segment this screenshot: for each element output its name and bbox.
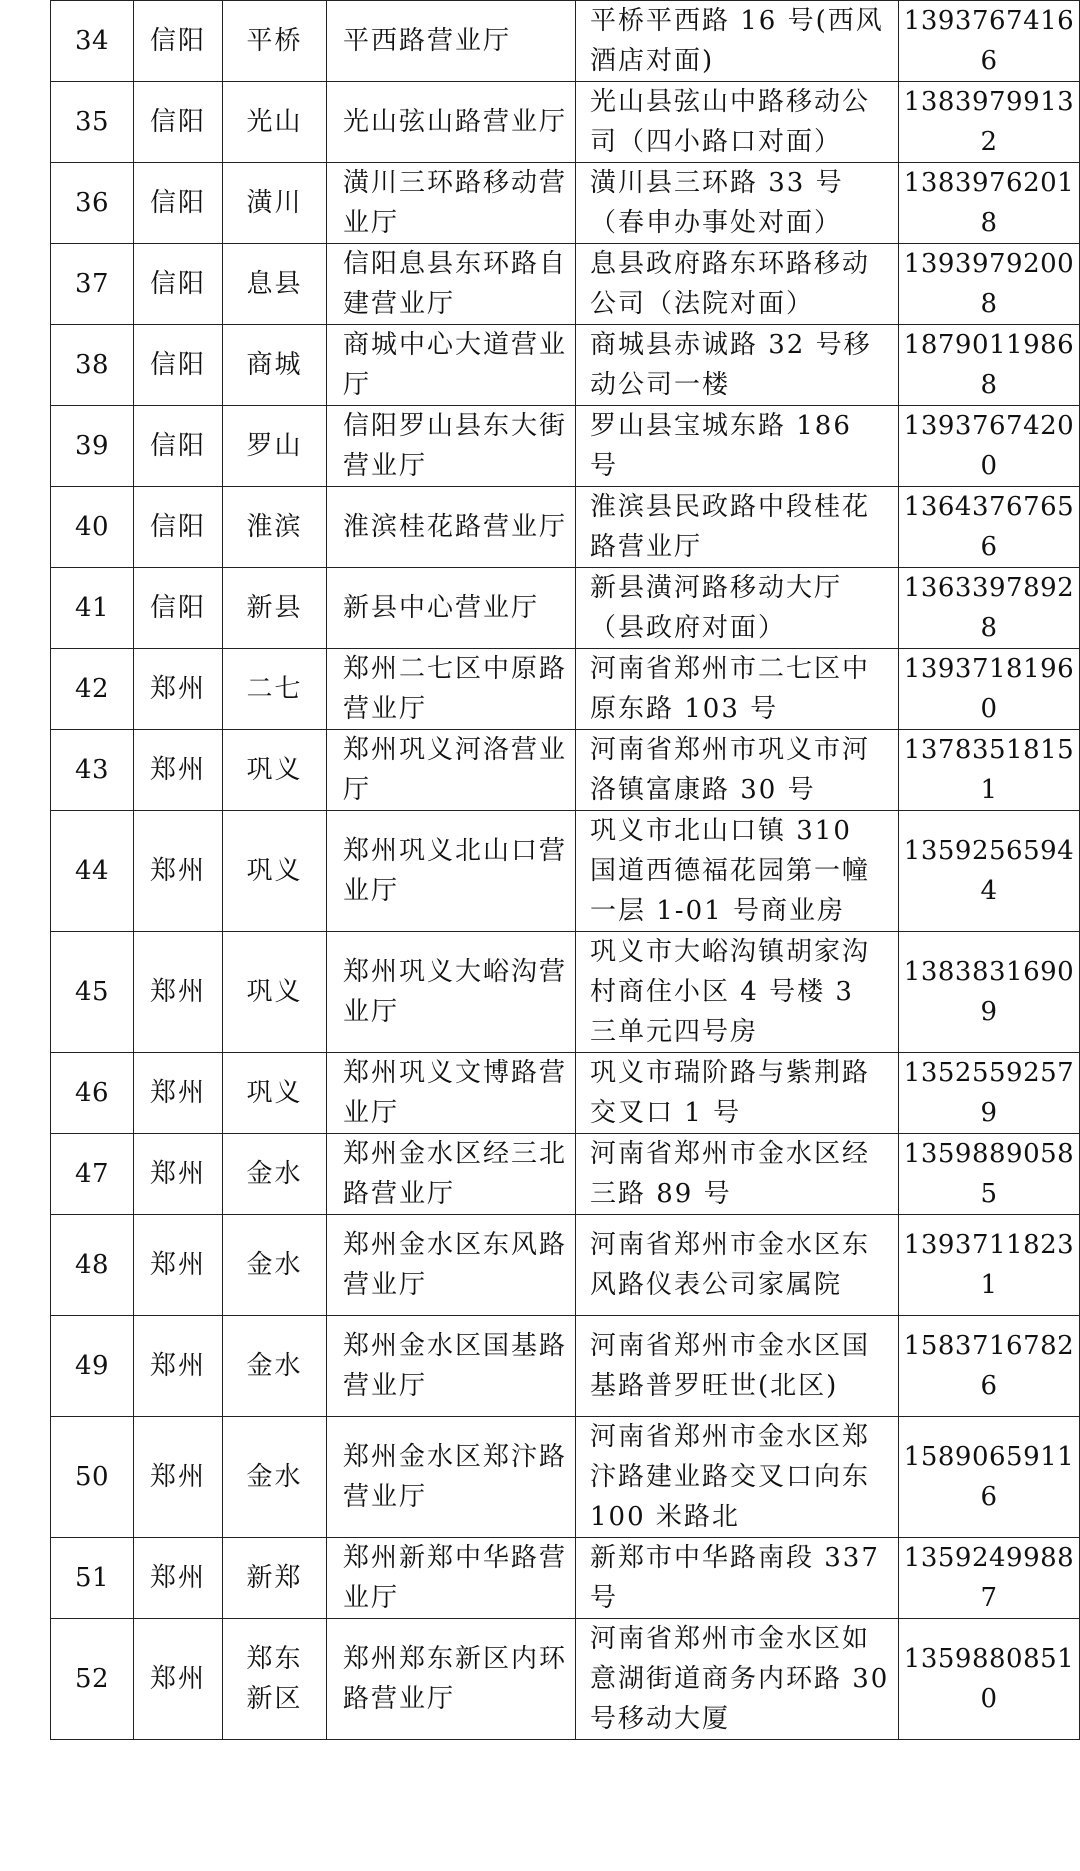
address-cell: [576, 932, 899, 1053]
store-name-cell: [327, 1215, 576, 1316]
store-name-cell: [327, 1417, 576, 1538]
store-name-cell-text: 信阳罗山县东大街营业厅: [343, 411, 568, 481]
address-cell-text: 河南省郑州市金水区国基路普罗旺世(北区): [590, 1331, 871, 1401]
table-row: [51, 1316, 1080, 1417]
row-number: [51, 406, 134, 487]
address-cell-text: 罗山县宝城东路 186 号: [590, 411, 852, 481]
city-cell-text: 郑州: [149, 1078, 206, 1108]
county-cell-text: 新县: [246, 593, 303, 623]
phone-cell-text: 15837167826: [903, 1331, 1075, 1401]
address-cell: [576, 406, 899, 487]
phone-cell-text: 13783518151: [903, 735, 1075, 805]
phone-cell-text: 18790119868: [903, 330, 1075, 400]
address-cell-text: 商城县赤诚路 32 号移动公司一楼: [590, 330, 872, 400]
address-cell: [576, 487, 899, 568]
address-cell: [576, 649, 899, 730]
city-cell-text: 信阳: [149, 350, 206, 380]
row-number-text: 38: [74, 350, 110, 380]
county-cell: [223, 568, 327, 649]
county-cell-text: 金水: [246, 1351, 303, 1381]
address-cell: [576, 1215, 899, 1316]
store-name-cell: [327, 1134, 576, 1215]
address-cell-text: 巩义市北山口镇 310 国道西德福花园第一幢一层 1-01 号商业房: [590, 816, 871, 926]
row-number: [51, 1538, 134, 1619]
phone-cell: [899, 1619, 1080, 1740]
county-cell: [223, 1053, 327, 1134]
county-cell: [223, 487, 327, 568]
city-cell-text: 信阳: [149, 26, 206, 56]
store-name-cell-text: 光山弦山路营业厅: [343, 107, 568, 137]
county-cell-text: 光山: [246, 107, 303, 137]
county-cell: [223, 163, 327, 244]
store-name-cell: [327, 487, 576, 568]
county-cell: [223, 811, 327, 932]
phone-cell-text: 13633978928: [903, 573, 1075, 643]
store-name-cell-text: 郑州巩义河洛营业厅: [343, 735, 568, 805]
city-cell-text: 信阳: [149, 431, 206, 461]
phone-cell-text: 13937674166: [903, 6, 1075, 76]
address-cell-text: 新郑市中华路南段 337 号: [590, 1543, 880, 1613]
county-cell-text: 淮滨: [246, 512, 303, 542]
store-name-cell: [327, 649, 576, 730]
county-cell: [223, 730, 327, 811]
table-row: [51, 1, 1080, 82]
store-name-cell-text: 郑州巩义大峪沟营业厅: [343, 957, 568, 1027]
city-cell-text: 郑州: [149, 755, 206, 785]
address-cell-text: 光山县弦山中路移动公司（四小路口对面）: [590, 87, 871, 157]
address-cell: [576, 82, 899, 163]
table-row: [51, 1417, 1080, 1538]
phone-cell: [899, 1538, 1080, 1619]
address-cell: [576, 244, 899, 325]
city-cell: [134, 932, 223, 1053]
row-number-text: 47: [74, 1159, 110, 1189]
address-cell-text: 河南省郑州市巩义市河洛镇富康路 30 号: [590, 735, 871, 805]
address-cell: [576, 1538, 899, 1619]
store-name-cell: [327, 568, 576, 649]
table-row: [51, 244, 1080, 325]
phone-cell: [899, 1417, 1080, 1538]
row-number-text: 34: [74, 26, 110, 56]
phone-cell: [899, 1, 1080, 82]
row-number: [51, 1, 134, 82]
county-cell-text: 平桥: [246, 26, 303, 56]
row-number: [51, 1134, 134, 1215]
phone-cell-text: 13937674200: [903, 411, 1075, 481]
table-row: [51, 487, 1080, 568]
phone-cell: [899, 1134, 1080, 1215]
row-number: [51, 568, 134, 649]
phone-cell-text: 13939792008: [903, 249, 1075, 319]
phone-cell: [899, 1215, 1080, 1316]
store-name-cell-text: 郑州巩义北山口营业厅: [343, 836, 568, 906]
phone-cell-text: 13598890585: [903, 1139, 1075, 1209]
address-cell-text: 河南省郑州市金水区经三路 89 号: [590, 1139, 871, 1209]
city-cell: [134, 1538, 223, 1619]
store-table-body: [51, 1, 1080, 1740]
store-name-cell: [327, 244, 576, 325]
county-cell-text: 息县: [246, 269, 303, 299]
phone-cell: [899, 487, 1080, 568]
row-number: [51, 932, 134, 1053]
city-cell-text: 郑州: [149, 1563, 206, 1593]
city-cell: [134, 1316, 223, 1417]
city-cell: [134, 487, 223, 568]
city-cell-text: 信阳: [149, 512, 206, 542]
table-row: [51, 932, 1080, 1053]
store-name-cell-text: 郑州金水区东风路营业厅: [343, 1230, 568, 1300]
row-number: [51, 244, 134, 325]
row-number-text: 40: [74, 512, 110, 542]
address-cell: [576, 1, 899, 82]
address-cell-text: 河南省郑州市金水区如意湖街道商务内环路 30 号移动大厦: [590, 1624, 890, 1734]
phone-cell: [899, 730, 1080, 811]
phone-cell: [899, 163, 1080, 244]
city-cell: [134, 1215, 223, 1316]
store-name-cell-text: 新县中心营业厅: [343, 593, 540, 623]
address-cell: [576, 325, 899, 406]
county-cell: [223, 1538, 327, 1619]
city-cell-text: 郑州: [149, 1351, 206, 1381]
table-row: [51, 406, 1080, 487]
city-cell: [134, 568, 223, 649]
table-row: [51, 811, 1080, 932]
table-row: [51, 82, 1080, 163]
row-number-text: 48: [74, 1250, 110, 1280]
phone-cell-text: 13592565944: [903, 836, 1075, 906]
row-number: [51, 487, 134, 568]
phone-cell-text: 13937181960: [903, 654, 1075, 724]
phone-cell-text: 13598808510: [903, 1644, 1075, 1714]
row-number: [51, 1417, 134, 1538]
city-cell: [134, 1, 223, 82]
store-name-cell-text: 潢川三环路移动营业厅: [343, 168, 568, 238]
city-cell-text: 信阳: [149, 269, 206, 299]
store-name-cell: [327, 163, 576, 244]
store-name-cell-text: 郑州巩义文博路营业厅: [343, 1058, 568, 1128]
row-number-text: 51: [74, 1563, 110, 1593]
row-number-text: 35: [74, 107, 110, 137]
row-number-text: 41: [74, 593, 110, 623]
row-number-text: 43: [74, 755, 110, 785]
row-number-text: 37: [74, 269, 110, 299]
address-cell-text: 河南省郑州市金水区郑汴路建业路交叉口向东 100 米路北: [590, 1422, 871, 1532]
county-cell: [223, 1619, 327, 1740]
table-row: [51, 568, 1080, 649]
table-row: [51, 163, 1080, 244]
row-number: [51, 1215, 134, 1316]
city-cell: [134, 325, 223, 406]
store-name-cell-text: 商城中心大道营业厅: [343, 330, 568, 400]
address-cell-text: 巩义市大峪沟镇胡家沟村商住小区 4 号楼 3 三单元四号房: [590, 937, 871, 1047]
city-cell: [134, 1417, 223, 1538]
city-cell: [134, 244, 223, 325]
phone-cell-text: 15890659116: [903, 1442, 1075, 1512]
store-name-cell-text: 郑州新郑中华路营业厅: [343, 1543, 568, 1613]
store-name-cell: [327, 932, 576, 1053]
store-name-cell: [327, 1538, 576, 1619]
address-cell: [576, 1417, 899, 1538]
address-cell: [576, 163, 899, 244]
table-row: [51, 1053, 1080, 1134]
city-cell-text: 郑州: [149, 1159, 206, 1189]
county-cell: [223, 325, 327, 406]
phone-cell-text: 13592499887: [903, 1543, 1075, 1613]
table-row: [51, 1619, 1080, 1740]
city-cell: [134, 406, 223, 487]
city-cell-text: 信阳: [149, 188, 206, 218]
city-cell: [134, 730, 223, 811]
county-cell-text: 二七: [246, 674, 303, 704]
row-number-text: 50: [74, 1462, 110, 1492]
address-cell: [576, 1053, 899, 1134]
row-number: [51, 649, 134, 730]
phone-cell: [899, 82, 1080, 163]
city-cell: [134, 649, 223, 730]
city-cell-text: 郑州: [149, 977, 206, 1007]
county-cell-text: 金水: [246, 1250, 303, 1280]
city-cell: [134, 1053, 223, 1134]
phone-cell: [899, 406, 1080, 487]
city-cell-text: 信阳: [149, 107, 206, 137]
row-number-text: 45: [74, 977, 110, 1007]
city-cell-text: 郑州: [149, 674, 206, 704]
phone-cell-text: 13525592579: [903, 1058, 1075, 1128]
city-cell-text: 信阳: [149, 593, 206, 623]
row-number: [51, 82, 134, 163]
phone-cell-text: 13937118231: [903, 1230, 1075, 1300]
row-number: [51, 325, 134, 406]
row-number: [51, 811, 134, 932]
table-row: [51, 730, 1080, 811]
phone-cell: [899, 1053, 1080, 1134]
address-cell-text: 新县潢河路移动大厅（县政府对面）: [590, 573, 843, 643]
row-number: [51, 730, 134, 811]
store-name-cell: [327, 1, 576, 82]
address-cell: [576, 1619, 899, 1740]
table-row: [51, 1538, 1080, 1619]
store-name-cell: [327, 82, 576, 163]
row-number: [51, 1053, 134, 1134]
table-row: [51, 1215, 1080, 1316]
store-name-cell-text: 郑州郑东新区内环路营业厅: [343, 1644, 568, 1714]
store-name-cell: [327, 325, 576, 406]
store-name-cell: [327, 811, 576, 932]
county-cell: [223, 1417, 327, 1538]
phone-cell: [899, 932, 1080, 1053]
store-name-cell-text: 平西路营业厅: [343, 26, 512, 56]
city-cell-text: 郑州: [149, 1462, 206, 1492]
phone-cell-text: 13838316909: [903, 957, 1075, 1027]
city-cell: [134, 82, 223, 163]
county-cell: [223, 244, 327, 325]
county-cell-text: 金水: [246, 1462, 303, 1492]
county-cell-text: 巩义: [246, 1078, 303, 1108]
phone-cell-text: 13643767656: [903, 492, 1075, 562]
phone-cell: [899, 1316, 1080, 1417]
phone-cell: [899, 811, 1080, 932]
store-table: [50, 0, 1080, 1740]
store-name-cell: [327, 1619, 576, 1740]
store-name-cell: [327, 730, 576, 811]
store-name-cell-text: 郑州金水区国基路营业厅: [343, 1331, 568, 1401]
address-cell-text: 河南省郑州市金水区东风路仪表公司家属院: [590, 1230, 871, 1300]
address-cell: [576, 730, 899, 811]
address-cell: [576, 811, 899, 932]
address-cell-text: 河南省郑州市二七区中原东路 103 号: [590, 654, 871, 724]
county-cell-text: 巩义: [246, 977, 303, 1007]
county-cell-text: 郑东新区: [246, 1644, 303, 1714]
address-cell-text: 潢川县三环路 33 号（春申办事处对面）: [590, 168, 844, 238]
county-cell: [223, 406, 327, 487]
store-name-cell: [327, 406, 576, 487]
city-cell-text: 郑州: [149, 1664, 206, 1694]
county-cell: [223, 1134, 327, 1215]
row-number-text: 42: [74, 674, 110, 704]
county-cell-text: 巩义: [246, 856, 303, 886]
store-name-cell-text: 信阳息县东环路自建营业厅: [343, 249, 568, 319]
city-cell: [134, 163, 223, 244]
row-number-text: 44: [74, 856, 110, 886]
store-name-cell-text: 淮滨桂花路营业厅: [343, 512, 568, 542]
address-cell-text: 巩义市瑞阶路与紫荆路交叉口 1 号: [590, 1058, 871, 1128]
address-cell: [576, 1316, 899, 1417]
store-name-cell: [327, 1316, 576, 1417]
county-cell-text: 巩义: [246, 755, 303, 785]
county-cell: [223, 1, 327, 82]
city-cell: [134, 1134, 223, 1215]
city-cell-text: 郑州: [149, 1250, 206, 1280]
county-cell-text: 金水: [246, 1159, 303, 1189]
address-cell: [576, 568, 899, 649]
table-row: [51, 325, 1080, 406]
row-number-text: 49: [74, 1351, 110, 1381]
county-cell-text: 新郑: [246, 1563, 303, 1593]
store-name-cell-text: 郑州金水区郑汴路营业厅: [343, 1442, 568, 1512]
city-cell-text: 郑州: [149, 856, 206, 886]
row-number-text: 36: [74, 188, 110, 218]
city-cell: [134, 1619, 223, 1740]
address-cell-text: 平桥平西路 16 号(西风酒店对面): [590, 6, 884, 76]
address-cell-text: 淮滨县民政路中段桂花路营业厅: [590, 492, 871, 562]
address-cell: [576, 1134, 899, 1215]
city-cell: [134, 811, 223, 932]
phone-cell: [899, 325, 1080, 406]
county-cell-text: 商城: [246, 350, 303, 380]
phone-cell: [899, 568, 1080, 649]
store-name-cell-text: 郑州二七区中原路营业厅: [343, 654, 568, 724]
row-number: [51, 163, 134, 244]
table-row: [51, 649, 1080, 730]
row-number: [51, 1316, 134, 1417]
address-cell-text: 息县政府路东环路移动公司（法院对面）: [590, 249, 871, 319]
phone-cell: [899, 244, 1080, 325]
row-number: [51, 1619, 134, 1740]
county-cell: [223, 932, 327, 1053]
store-name-cell-text: 郑州金水区经三北路营业厅: [343, 1139, 568, 1209]
row-number-text: 39: [74, 431, 110, 461]
county-cell: [223, 1316, 327, 1417]
table-row: [51, 1134, 1080, 1215]
county-cell-text: 潢川: [246, 188, 303, 218]
store-name-cell: [327, 1053, 576, 1134]
phone-cell-text: 13839762018: [903, 168, 1075, 238]
phone-cell-text: 13839799132: [903, 87, 1075, 157]
county-cell: [223, 82, 327, 163]
county-cell-text: 罗山: [246, 431, 303, 461]
row-number-text: 52: [74, 1664, 110, 1694]
county-cell: [223, 649, 327, 730]
county-cell: [223, 1215, 327, 1316]
phone-cell: [899, 649, 1080, 730]
row-number-text: 46: [74, 1078, 110, 1108]
